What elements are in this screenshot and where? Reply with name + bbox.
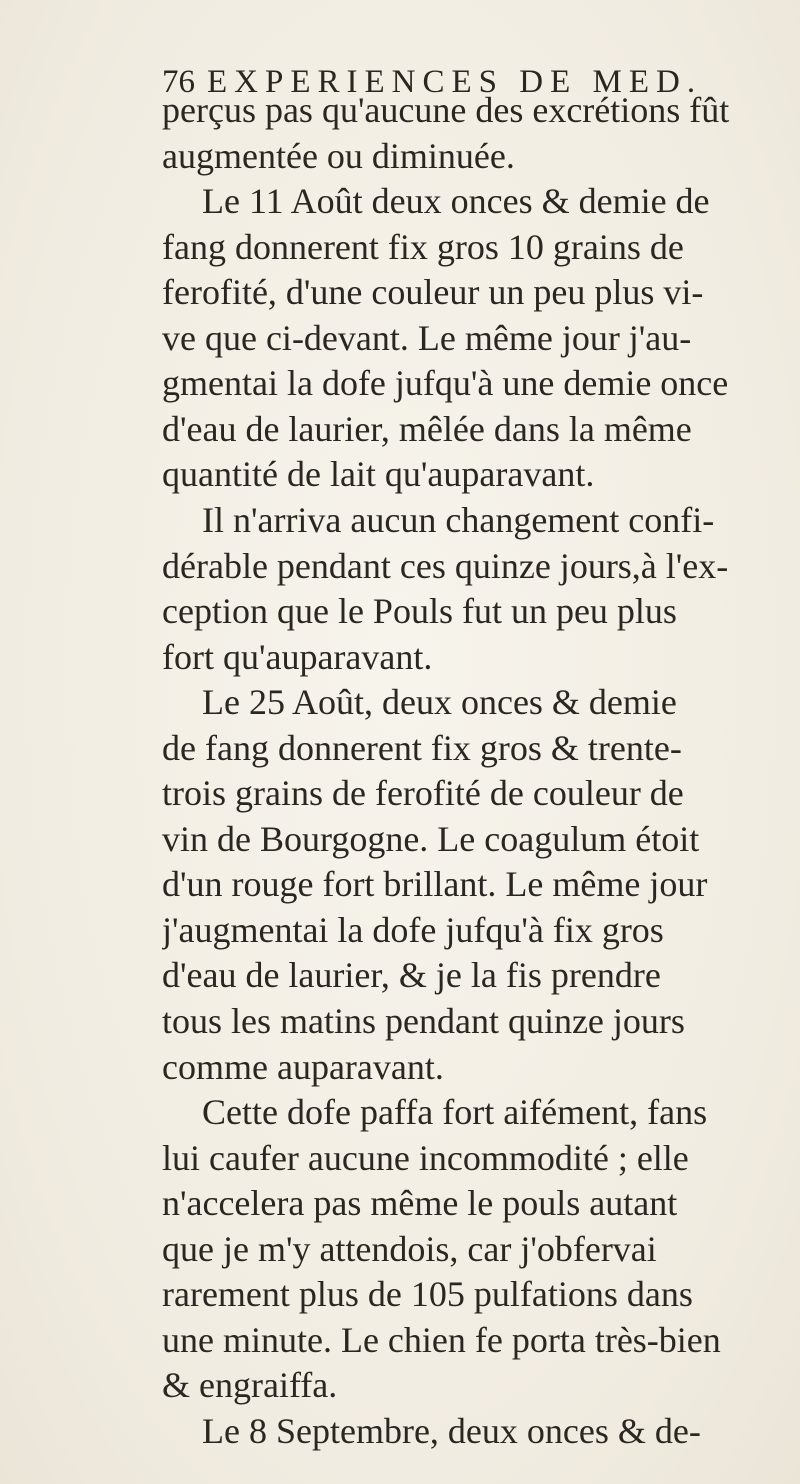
text-line: ferofité, d'une couleur un peu plus vi- xyxy=(162,272,704,312)
text-line: trois grains de ferofité de couleur de xyxy=(162,773,684,813)
text-line: gmentai la dofe jufqu'à une demie once xyxy=(162,363,729,403)
text-line: d'eau de laurier, & je la fis prendre xyxy=(162,955,661,995)
text-line: & engraiffa. xyxy=(162,1365,338,1405)
text-line: tous les matins pendant quinze jours xyxy=(162,1001,685,1041)
text-line: augmentée ou diminuée. xyxy=(162,136,515,176)
text-line: d'eau de laurier, mêlée dans la même xyxy=(162,409,692,449)
text-line: ve que ci-devant. Le même jour j'au- xyxy=(162,318,692,358)
text-line: rarement plus de 105 pulfations dans xyxy=(162,1274,693,1314)
text-line: Le 8 Septembre, deux onces & de- xyxy=(202,1411,701,1451)
text-line: une minute. Le chien fe porta très-bien xyxy=(162,1320,721,1360)
text-line: d'un rouge fort brillant. Le même jour xyxy=(162,864,708,904)
text-line: dérable pendant ces quinze jours,à l'ex- xyxy=(162,546,729,586)
text-line: que je m'y attendois, car j'obfervai xyxy=(162,1229,657,1269)
text-line: comme auparavant. xyxy=(162,1047,444,1087)
text-line: vin de Bourgogne. Le coagulum étoit xyxy=(162,819,700,859)
text-line: ception que le Pouls fut un peu plus xyxy=(162,591,677,631)
text-line: Le 11 Août deux onces & demie de xyxy=(202,181,710,221)
text-line: de fang donnerent fix gros & trente- xyxy=(162,728,682,768)
text-line: j'augmentai la dofe jufqu'à fix gros xyxy=(162,910,664,950)
text-line: perçus pas qu'aucune des excrétions fût xyxy=(162,90,730,130)
text-line: n'accelera pas même le pouls autant xyxy=(162,1183,678,1223)
running-title: EXPERIENCES DE MED. xyxy=(207,64,703,100)
text-line: fort qu'auparavant. xyxy=(162,637,433,677)
text-line: Le 25 Août, deux onces & demie xyxy=(202,682,677,722)
text-line: quantité de lait qu'auparavant. xyxy=(162,454,595,494)
text-line: lui caufer aucune incommodité ; elle xyxy=(162,1138,689,1178)
text-line: fang donnerent fix gros 10 grains de xyxy=(162,227,684,267)
page-number: 76 xyxy=(162,64,195,100)
text-line: Cette dofe paffa fort aifément, fans xyxy=(202,1092,708,1132)
text-line: Il n'arriva aucun changement confi- xyxy=(202,500,715,540)
